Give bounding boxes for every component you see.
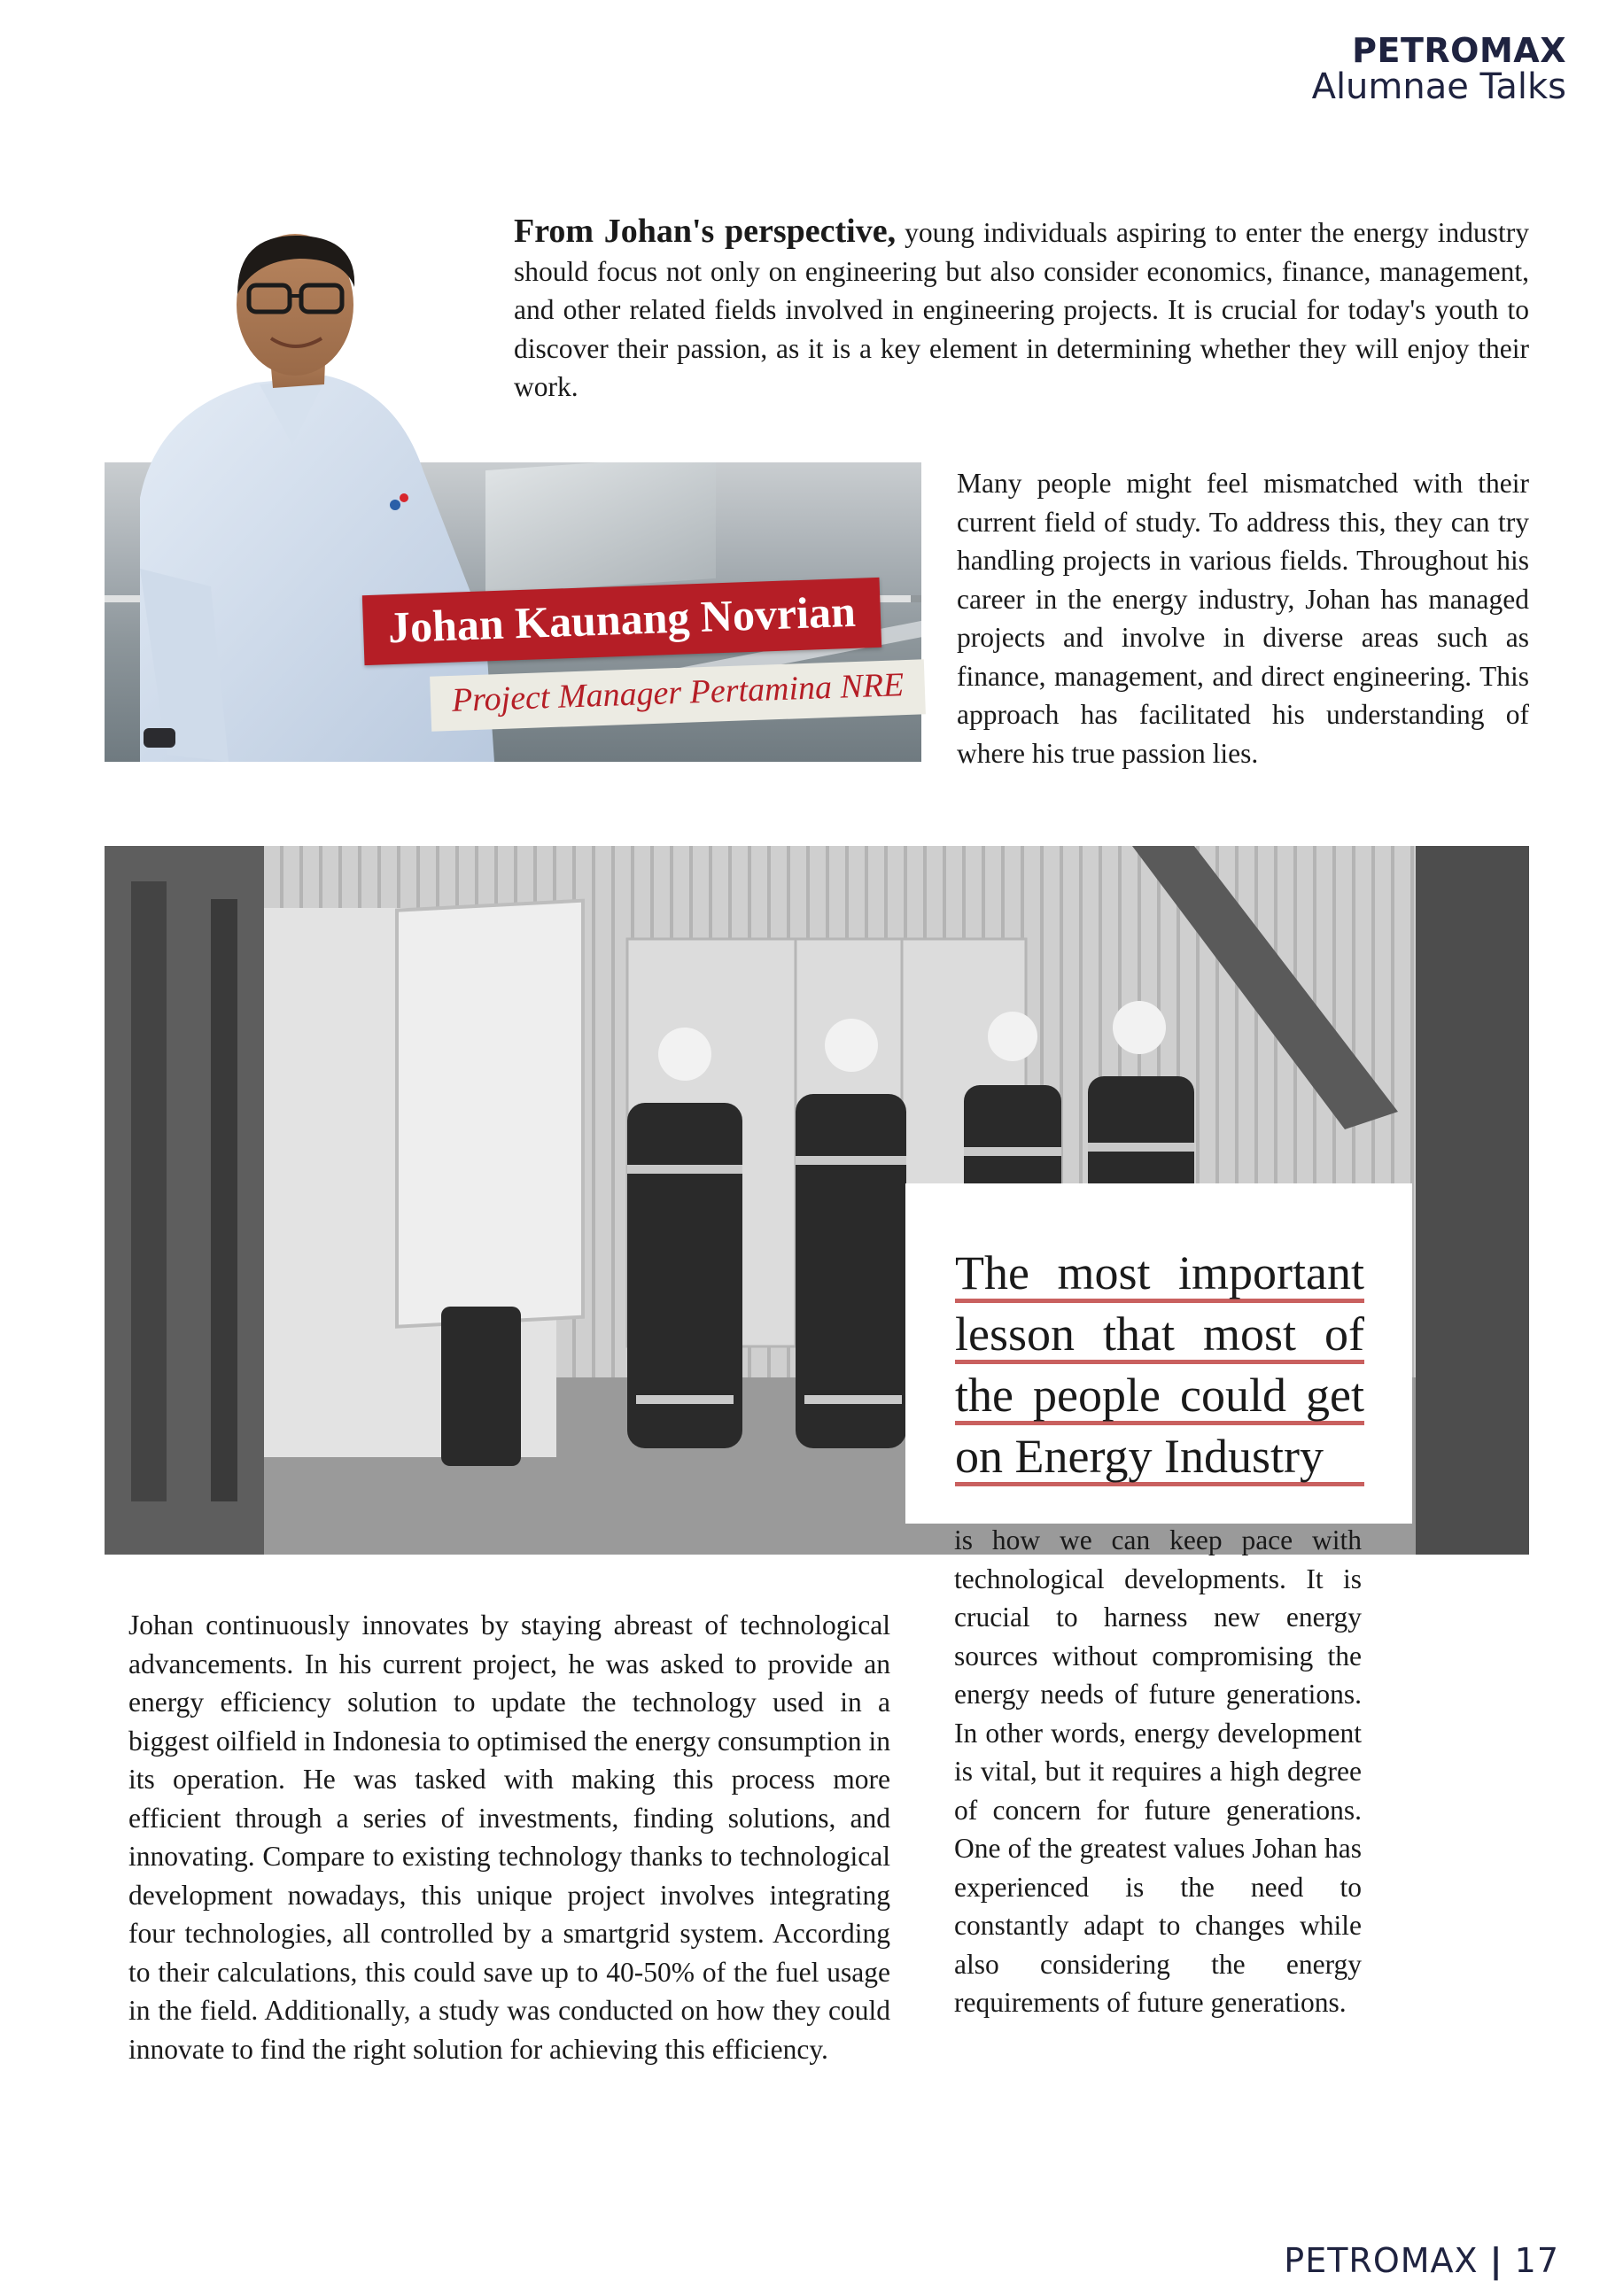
pull-quote — [955, 1242, 1364, 1486]
pull-quote-line: the people could get — [955, 1364, 1364, 1425]
intro-lead: From Johan's perspective, — [514, 213, 897, 250]
pull-quote-line: lesson that most of — [955, 1303, 1364, 1364]
profile-portrait — [105, 232, 921, 762]
brand-name: PETROMAX — [1352, 31, 1566, 70]
profile-role-banner: Project Manager Pertamina NRE — [430, 659, 926, 731]
section-name: Alumnae Talks — [1311, 66, 1566, 107]
page-footer — [1284, 2241, 1559, 2280]
innovation-paragraph: Johan continuously innovates by staying abreast of technological advancements. In his current project, he was asked to provide an energy efficiency solution to update the technology used in a biggest oilfield in Indonesia to optimised the energy consumption in its operation. He was tasked with making this process more efficient through a series of investments, finding solutions, and innovating. Compare to existing technology thanks to technological development nowadays, this unique project involves integrating four technologies, all controlled by a smartgrid system. According to their calculations, this could save up to 40-50% of the fuel usage in the field. Additionally, a study was conducted on how they could innovate to find the right solution for achieving this efficiency. — [128, 1610, 890, 2065]
intro-body: young individuals aspiring to enter the energy industry should focus not only on engineering but also consider economics, finance, management, and other related fields involved in engineering projects. It is crucial for today's youth to discover their passion, as it is a key element in determining whether they will enjoy their work. — [514, 217, 1529, 402]
header-brand — [1311, 31, 1566, 107]
pull-quote-line: on Energy Industry — [955, 1425, 1364, 1486]
footer-brand: PETROMAX — [1284, 2241, 1479, 2280]
mismatch-paragraph: Many people might feel mismatched with their current field of study. To address this, they can try handling projects in various fields. Throughout his career in the energy industry, Johan has managed projects and involve in diverse areas such as finance, management, and direct engineering. This approach has facilitated his understanding of where his true passion lies. — [957, 468, 1529, 769]
pace-paragraph: is how we can keep pace with technological developments. It is crucial to harness new energy sources without compromising the energy needs of future generations. In other words, energy development is vital, but it requires a high degree of concern for future generations. One of the greatest values Johan has experienced is the need to constantly adapt to changes while also considering the energy requirements of future generations. — [954, 1524, 1362, 2018]
footer-separator: | — [1489, 2241, 1503, 2280]
pull-quote-box — [905, 1183, 1412, 1524]
profile-name-banner: Johan Kaunang Novrian — [362, 578, 881, 665]
page-number: 17 — [1514, 2241, 1559, 2280]
pull-quote-line: The most important — [955, 1242, 1364, 1303]
